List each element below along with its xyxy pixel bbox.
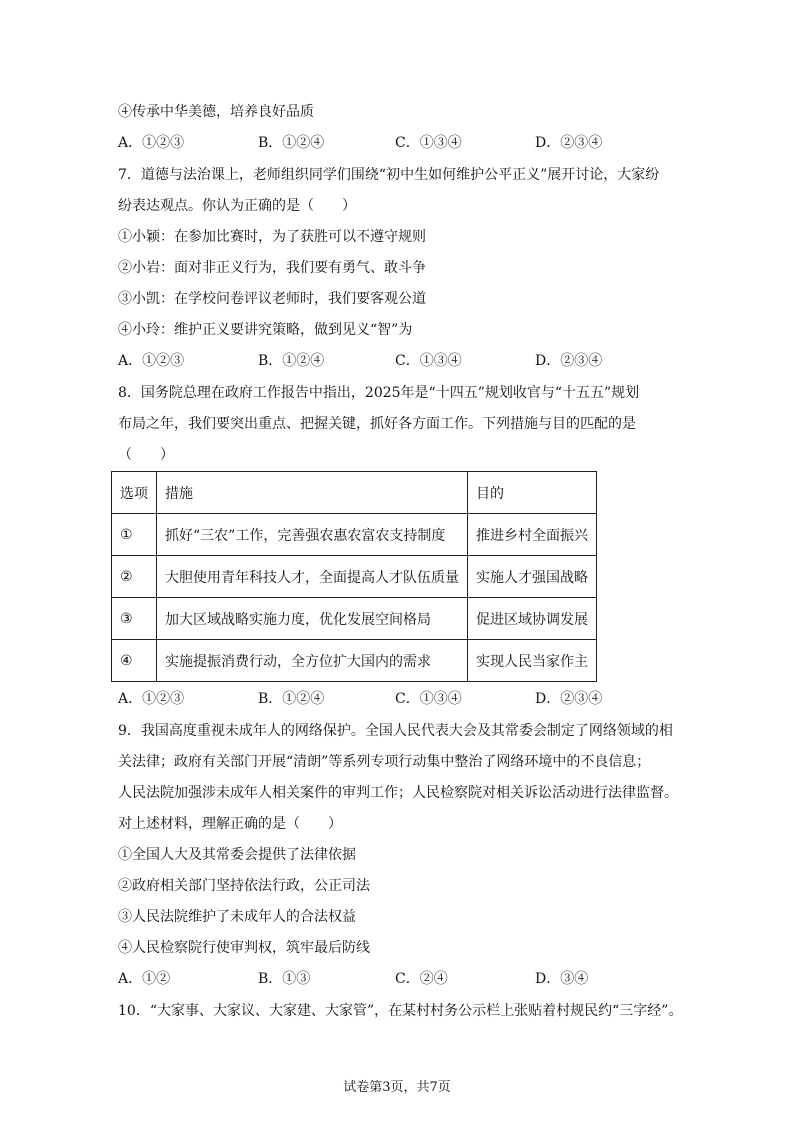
- table-row: [112, 598, 597, 640]
- table-cell: 大胆使用青年科技人才，全面提高人才队伍质量: [157, 556, 468, 598]
- table-cell: 实施提振消费行动，全方位扩大国内的需求: [157, 640, 468, 682]
- table-header-cell: 选项: [112, 472, 157, 514]
- q6-option-d: D．②③④: [535, 135, 603, 151]
- table-row: [112, 556, 597, 598]
- q6-option-a: A．①②③: [118, 135, 185, 151]
- q7-item-4: ④小玲：维护正义要讲究策略，做到见义“智”为: [118, 322, 413, 338]
- table-cell: ②: [112, 556, 157, 598]
- q9-item-2: ②政府相关部门坚持依法行政，公正司法: [118, 878, 370, 894]
- table-header-cell: 措施: [157, 472, 468, 514]
- q8-stem-line-2: 布局之年，我们要突出重点、把握关键，抓好各方面工作。下列措施与目的匹配的是: [118, 416, 636, 432]
- q8-option-a: A．①②③: [118, 691, 185, 707]
- q9-options: [118, 970, 638, 988]
- q7-item-2: ②小岩：面对非正义行为，我们要有勇气、敢斗争: [118, 260, 426, 276]
- q8-table: [111, 471, 597, 682]
- q8-stem-line-3: （ ）: [118, 447, 174, 463]
- q9-stem-line-3: 人民法院加强涉未成年人相关案件的审判工作；人民检察院对相关诉讼活动进行法律监督。: [118, 785, 678, 801]
- q9-stem-line-1: 9．我国高度重视未成年人的网络保护。全国人民代表大会及其常委会制定了网络领域的相: [118, 723, 673, 739]
- table-cell: ③: [112, 598, 157, 640]
- q7-option-d: D．②③④: [535, 353, 603, 369]
- table-cell: ①: [112, 514, 157, 556]
- q7-option-b: B．①②④: [258, 353, 325, 369]
- q8-option-c: C．①③④: [395, 691, 462, 707]
- q6-options: [118, 134, 638, 152]
- table-header-row: [112, 472, 597, 514]
- table-row: [112, 514, 597, 556]
- q8-option-d: D．②③④: [535, 691, 603, 707]
- table-cell: 推进乡村全面振兴: [468, 514, 597, 556]
- q7-item-3: ③小凯：在学校问卷评议老师时，我们要客观公道: [118, 291, 426, 307]
- table-cell: 抓好“三农”工作，完善强农惠农富农支持制度: [157, 514, 468, 556]
- table-cell: 实现人民当家作主: [468, 640, 597, 682]
- q9-stem-line-4: 对上述材料，理解正确的是（ ）: [118, 816, 342, 832]
- q9-item-1: ①全国人大及其常委会提供了法律依据: [118, 847, 356, 863]
- q9-option-a: A．①②: [118, 971, 171, 987]
- table-cell: 促进区域协调发展: [468, 598, 597, 640]
- table-cell: 加大区域战略实施力度，优化发展空间格局: [157, 598, 468, 640]
- q9-item-4: ④人民检察院行使审判权，筑牢最后防线: [118, 940, 370, 956]
- table-cell: ④: [112, 640, 157, 682]
- table-header-cell: 目的: [468, 472, 597, 514]
- q7-item-1: ①小颖：在参加比赛时，为了获胜可以不遵守规则: [118, 229, 426, 245]
- q9-option-b: B．①③: [258, 971, 311, 987]
- q6-option-c: C．①③④: [395, 135, 462, 151]
- q6-option-b: B．①②④: [258, 135, 325, 151]
- page-footer: 试卷第3页，共7页: [343, 1080, 451, 1095]
- q8-options: [118, 690, 638, 708]
- q10-stem-line-1: 10．“大家事、大家议、大家建、大家管”，在某村村务公示栏上张贴着村规民约“三字经”。: [118, 1003, 683, 1019]
- table-row: [112, 640, 597, 682]
- q7-option-a: A．①②③: [118, 353, 185, 369]
- q9-item-3: ③人民法院维护了未成年人的合法权益: [118, 909, 356, 925]
- q6-item-4: ④传承中华美德，培养良好品质: [118, 104, 314, 120]
- table-cell: 实施人才强国战略: [468, 556, 597, 598]
- q8-stem-line-1: 8．国务院总理在政府工作报告中指出，2025年是“十四五”规划收官与“十五五”规划: [118, 385, 640, 401]
- q9-option-d: D．③④: [535, 971, 589, 987]
- q9-option-c: C．②④: [395, 971, 448, 987]
- q7-option-c: C．①③④: [395, 353, 462, 369]
- q7-options: [118, 352, 638, 370]
- q7-stem-line-1: 7．道德与法治课上，老师组织同学们围绕“初中生如何维护公平正义”展开讨论，大家纷: [118, 167, 660, 183]
- q7-stem-line-2: 纷表达观点。你认为正确的是（ ）: [118, 198, 356, 214]
- q8-option-b: B．①②④: [258, 691, 325, 707]
- q9-stem-line-2: 关法律；政府有关部门开展“清朗”等系列专项行动集中整治了网络环境中的不良信息；: [118, 754, 651, 770]
